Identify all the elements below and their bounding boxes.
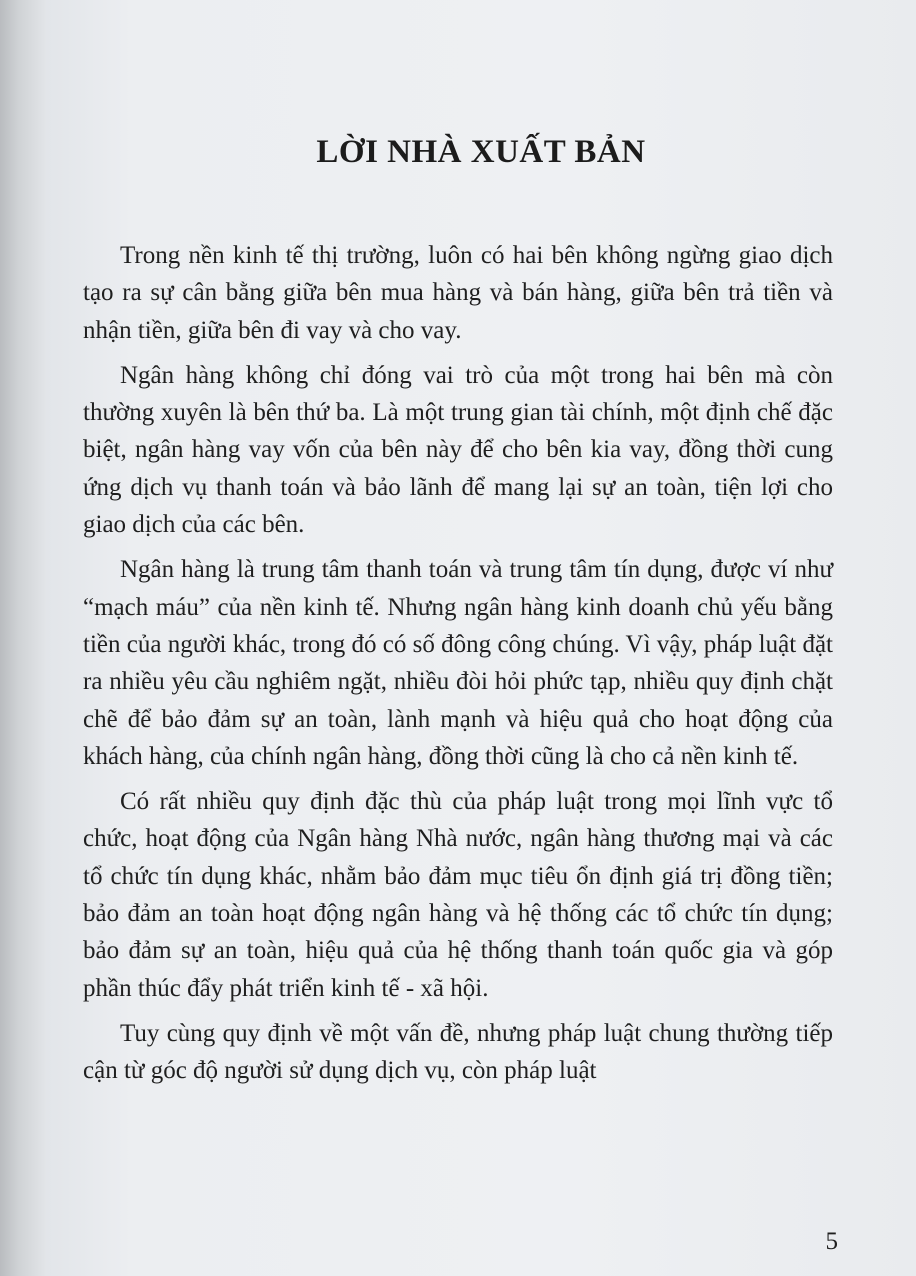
book-spine-edge [0, 0, 46, 1276]
paragraph-4: Có rất nhiều quy định đặc thù của pháp luật trong mọi lĩnh vực tổ chức, hoạt động của Ngân hàng Nhà nước, ngân hàng thương mại và các tổ chức tín dụng khác, nhằm bảo đảm mục tiêu ổn định giá trị đồng tiền; bảo đảm an toàn hoạt động ngân hàng và hệ thống các tổ chức tín dụng; bảo đảm sự an toàn, hiệu quả của hệ thống thanh toán quốc gia và góp phần thúc đẩy phát triển kinh tế - xã hội. [83, 788, 833, 1002]
page-title: LỜI NHÀ XUẤT BẢN [316, 134, 646, 170]
paragraph-3: Ngân hàng là trung tâm thanh toán và trung tâm tín dụng, được ví như “mạch máu” của nền kinh tế. Nhưng ngân hàng kinh doanh chủ yếu bằng tiền của người khác, trong đó có số đông công chúng. Vì vậy, pháp luật đặt ra nhiều yêu cầu nghiêm ngặt, nhiều đòi hỏi phức tạp, nhiều quy định chặt chẽ để bảo đảm sự an toàn, lành mạnh và hiệu quả cho hoạt động của khách hàng, của chính ngân hàng, đồng thời cũng là cho cả nền kinh tế. [83, 556, 833, 770]
paragraph-5: Tuy cùng quy định về một vấn đề, nhưng pháp luật chung thường tiếp cận từ góc độ người sử dụng dịch vụ, còn pháp luật [83, 1019, 833, 1085]
paragraph-1: Trong nền kinh tế thị trường, luôn có hai bên không ngừng giao dịch tạo ra sự cân bằng giữa bên mua hàng và bán hàng, giữa bên trả tiền và nhận tiền, giữa bên đi vay và cho vay. [83, 242, 833, 344]
page-number: 5 [825, 1228, 838, 1255]
book-page [46, 0, 916, 1276]
paragraph-2: Ngân hàng không chỉ đóng vai trò của một trong hai bên mà còn thường xuyên là bên thứ ba. Là một trung gian tài chính, một định chế đặc biệt, ngân hàng vay vốn của bên này để cho bên kia vay, đồng thời cung ứng dịch vụ thanh toán và bảo lãnh để mang lại sự an toàn, tiện lợi cho giao dịch của các bên. [83, 361, 833, 539]
body-text [83, 237, 833, 1090]
